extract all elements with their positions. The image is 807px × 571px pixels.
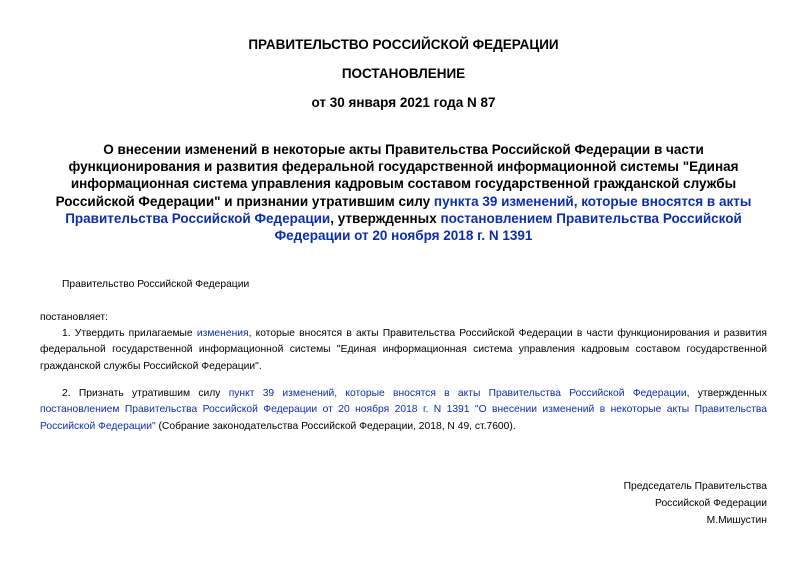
signature-name: М.Мишустин: [706, 515, 767, 526]
paragraph-2-text-middle: , утвержденных: [686, 388, 767, 399]
title-text-part1: О внесении изменений в некоторые акты Правительства Российской Федерации в части функционирования и развития федеральной государственной информационной системы "Единая информационная система управления кадровым составом государственной гражданской службы Российской Федерации" и признании утратившим силу: [55, 142, 739, 209]
paragraph-1-text-start: 1. Утвердить прилагаемые: [62, 328, 197, 339]
document-type-heading: ПОСТАНОВЛЕНИЕ: [341, 66, 466, 81]
signature-position: Председатель Правительства: [623, 481, 767, 492]
decree-1391-link[interactable]: постановлением Правительства Российской Федерации от 20 ноября 2018 г. N 1391 "О внесении изменений в некоторые акты Правительства Российской Федерации": [40, 404, 767, 432]
paragraph-1-text-end: , которые вносятся в акты Правительства Российской Федерации в части функционирования и развития федеральной государственной информационной системы "Единая информационная система управления кадровым составом государственной гражданской службы Российской Федерации".: [40, 328, 767, 372]
paragraph-2: [40, 386, 767, 435]
changes-link[interactable]: изменения: [196, 328, 249, 339]
point-39-link[interactable]: пункт 39 изменений, которые вносятся в акты Правительства Российской Федерации: [228, 388, 687, 399]
title-link-decree-1391[interactable]: постановлением Правительства Российской Федерации от 20 ноября 2018 г. N 1391: [274, 210, 742, 244]
signature-organization: Российской Федерации: [655, 498, 767, 509]
title-link-point-39[interactable]: пункта 39 изменений, которые вносятся в акты Правительства Российской Федерации: [65, 193, 752, 226]
paragraph-1: [40, 326, 767, 375]
authority-heading: ПРАВИТЕЛЬСТВО РОССИЙСКОЙ ФЕДЕРАЦИИ: [248, 37, 559, 52]
paragraph-2-text-start: 2. Признать утратившим силу: [62, 388, 229, 399]
decrees-verb: постановляет:: [40, 312, 108, 323]
government-subject: Правительство Российской Федерации: [62, 279, 250, 290]
title-text-part2: , утвержденных: [330, 210, 441, 226]
date-number-heading: от 30 января 2021 года N 87: [311, 95, 496, 110]
document-title: [50, 141, 757, 244]
paragraph-2-text-end: (Собрание законодательства Российской Федерации, 2018, N 49, ст.7600).: [155, 420, 516, 432]
